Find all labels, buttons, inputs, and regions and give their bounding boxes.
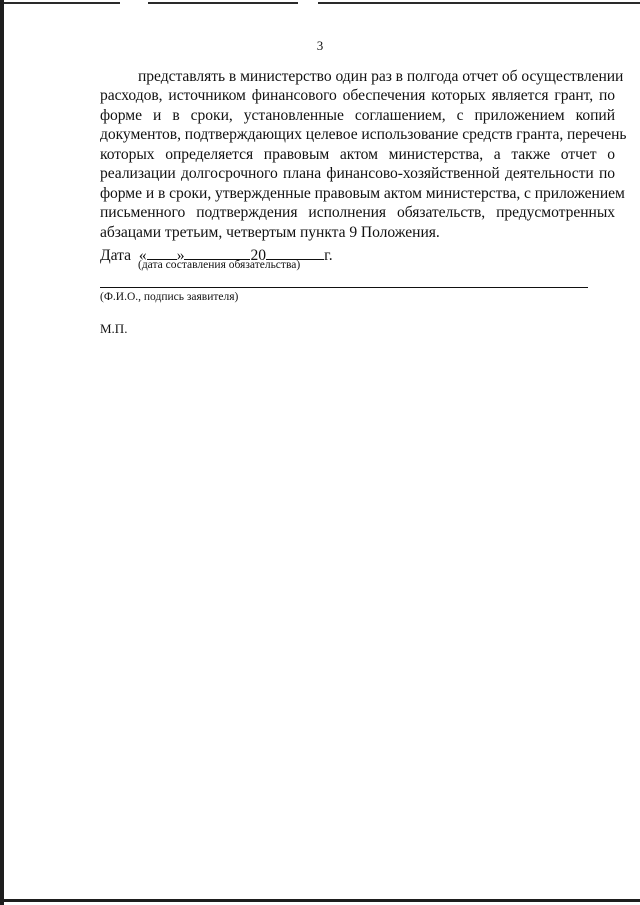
paragraph-line: документов, подтверждающих целевое использование средств гранта, перечень (100, 126, 627, 144)
year-suffix: г. (324, 247, 333, 264)
scan-edge-segment (148, 2, 298, 4)
signature-caption: (Ф.И.О., подпись заявителя) (100, 291, 239, 303)
scan-edge-segment (318, 2, 640, 4)
page-number: 3 (316, 38, 324, 53)
date-open-quote: « (138, 247, 147, 264)
date-close-quote: » (176, 247, 185, 264)
paragraph-line: представлять в министерство один раз в полгода отчет об осуществлении (138, 68, 624, 85)
signature-line (100, 287, 588, 288)
paragraph-line: которых определяется правовым актом министерства, а также отчет о (100, 145, 615, 163)
year-prefix: 20 (250, 247, 267, 264)
year-blank (266, 243, 324, 260)
paragraph-line: форме и в сроки, утвержденные правовым актом министерства, с приложением (100, 184, 625, 202)
month-blank (184, 243, 250, 260)
day-blank (147, 243, 177, 260)
paragraph-line: форме и в сроки, установленные соглашением, с приложением копий (100, 106, 615, 124)
scan-bottom-edge (0, 899, 640, 902)
scan-edge-segment (0, 2, 120, 4)
date-label: Дата (100, 247, 132, 264)
stamp-label: М.П. (100, 321, 128, 336)
paragraph-line: реализации долгосрочного плана финансово-хозяйственной деятельности по (100, 165, 615, 183)
paragraph-line: расходов, источником финансового обеспечения которых является грант, по (100, 87, 615, 105)
date-caption: (дата составления обязательства) (138, 259, 301, 271)
paragraph-line: письменного подтверждения исполнения обязательств, предусмотренных (100, 204, 615, 222)
scan-left-edge (0, 0, 4, 905)
scan-top-edge (0, 0, 640, 6)
obligation-paragraph (100, 67, 627, 242)
paragraph-line: абзацами третьим, четвертым пункта 9 Положения. (100, 223, 440, 241)
